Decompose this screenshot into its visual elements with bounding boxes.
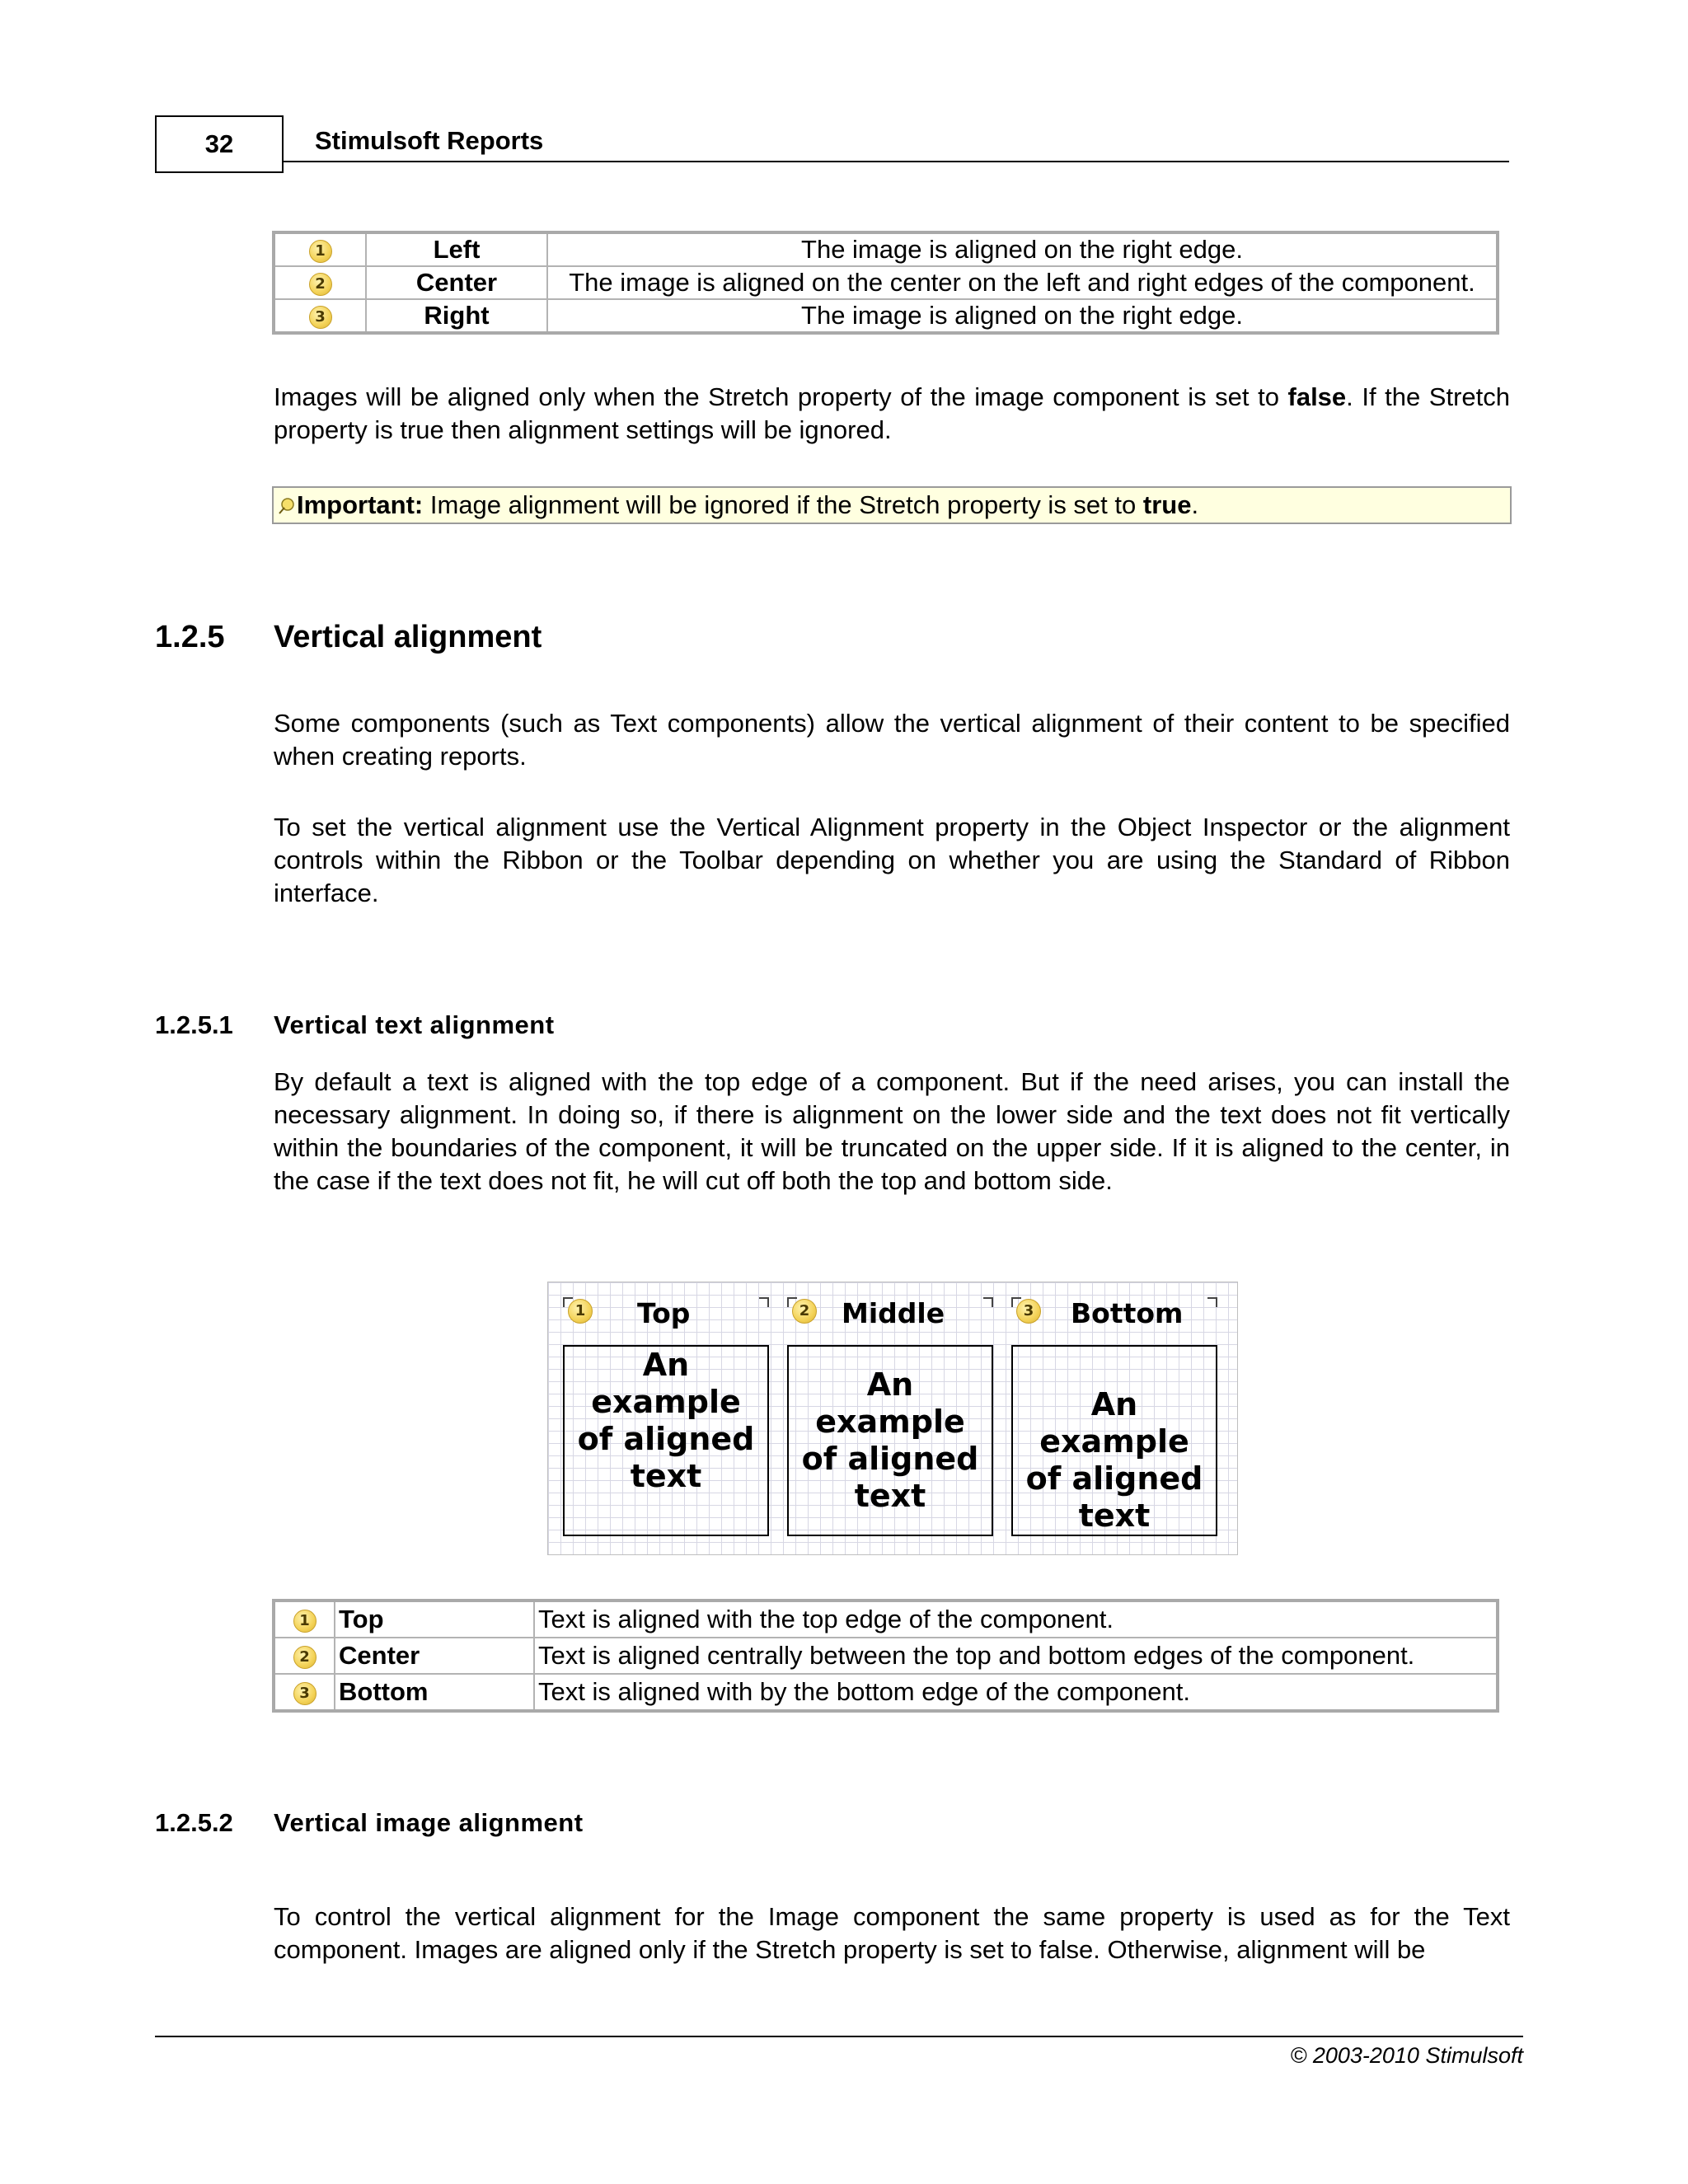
section-number: 1.2.5 — [155, 620, 225, 654]
number-badge: 1 — [568, 1299, 593, 1324]
important-label: Important: — [297, 490, 424, 519]
footer-copyright: © 2003-2010 Stimulsoft — [1290, 2043, 1523, 2068]
alignment-description: The image is aligned on the right edge. — [547, 232, 1498, 266]
panel-label-middle: Middle — [842, 1297, 945, 1329]
table-row — [274, 1638, 1498, 1674]
table-row — [274, 1601, 1498, 1638]
panel-label-top: Top — [637, 1297, 691, 1329]
intro-paragraph: Some components (such as Text components) allow the vertical alignment of their content to be specified when creating reports. — [274, 709, 1510, 771]
panel-label-bottom: Bottom — [1071, 1297, 1184, 1329]
number-badge: 3 — [309, 306, 332, 329]
alignment-name: Center — [366, 266, 547, 299]
panel-middle: An example of aligned text — [787, 1345, 993, 1536]
text-alignment-paragraph: By default a text is aligned with the top edge of a component. But if the need arises, you can install the necessary alignment. In doing so, if there is alignment on the lower side and the text does not fit vertically within the boundaries of the component, it will be truncated on the upper side. If it is aligned to the center, in the case if the text does not fit, he will cut off both the top and bottom side. — [274, 1067, 1510, 1195]
subsection-number: 1.2.5.1 — [155, 1010, 233, 1039]
header-title: Stimulsoft Reports — [315, 126, 544, 155]
number-badge: 2 — [293, 1646, 316, 1669]
image-alignment-paragraph: To control the vertical alignment for the Image component the same property is used as for the Text component. Images are aligned only if the Stretch property is set to false. Otherwise, alignment will be — [274, 1902, 1510, 1964]
alignment-name: Left — [366, 232, 547, 266]
table-row — [274, 266, 1498, 299]
subsection-title: Vertical text alignment — [274, 1010, 555, 1039]
subsection-number: 1.2.5.2 — [155, 1808, 233, 1837]
panel-bottom: An example of aligned text — [1011, 1345, 1217, 1536]
alignment-name: Right — [366, 299, 547, 333]
stretch-paragraph: Images will be aligned only when the Stretch property of the image component is set to false. If the Stretch property is true then alignment settings will be ignored. — [274, 382, 1510, 444]
vertical-alignment-table — [272, 1599, 1499, 1713]
table-row — [274, 1674, 1498, 1711]
number-badge: 3 — [293, 1682, 316, 1705]
header-rule — [284, 161, 1509, 162]
footer-rule — [155, 2036, 1523, 2037]
important-note: Important: Image alignment will be ignored if the Stretch property is set to true. — [272, 486, 1512, 524]
alignment-description: The image is aligned on the right edge. — [547, 299, 1498, 333]
page-number: 32 — [155, 115, 284, 173]
false-keyword: false — [1287, 382, 1347, 411]
number-badge: 3 — [1016, 1299, 1041, 1324]
pencil-note-icon — [277, 497, 297, 515]
number-badge: 1 — [293, 1610, 316, 1633]
number-badge: 1 — [309, 240, 332, 263]
alignment-name: Top — [335, 1601, 534, 1638]
vertical-alignment-paragraph: To set the vertical alignment use the Vertical Alignment property in the Object Inspector or the alignment controls within the Ribbon or the Toolbar depending on whether you are using the Standard of Ribbon interface. — [274, 813, 1510, 907]
number-badge: 2 — [309, 273, 332, 296]
table-row — [274, 299, 1498, 333]
panel-top: An example of aligned text — [563, 1345, 769, 1536]
number-badge: 2 — [792, 1299, 817, 1324]
alignment-description: Text is aligned centrally between the top and bottom edges of the component. — [534, 1638, 1498, 1674]
alignment-description: Text is aligned with by the bottom edge of the component. — [534, 1674, 1498, 1711]
alignment-description: The image is aligned on the center on the left and right edges of the component. — [547, 266, 1498, 299]
section-title: Vertical alignment — [274, 620, 542, 654]
subsection-title: Vertical image alignment — [274, 1808, 584, 1837]
true-keyword: true — [1142, 490, 1192, 519]
alignment-description: Text is aligned with the top edge of the component. — [534, 1601, 1498, 1638]
vertical-alignment-figure — [547, 1282, 1238, 1555]
table-row — [274, 232, 1498, 266]
alignment-name: Center — [335, 1638, 534, 1674]
horizontal-alignment-table — [272, 231, 1499, 335]
alignment-name: Bottom — [335, 1674, 534, 1711]
